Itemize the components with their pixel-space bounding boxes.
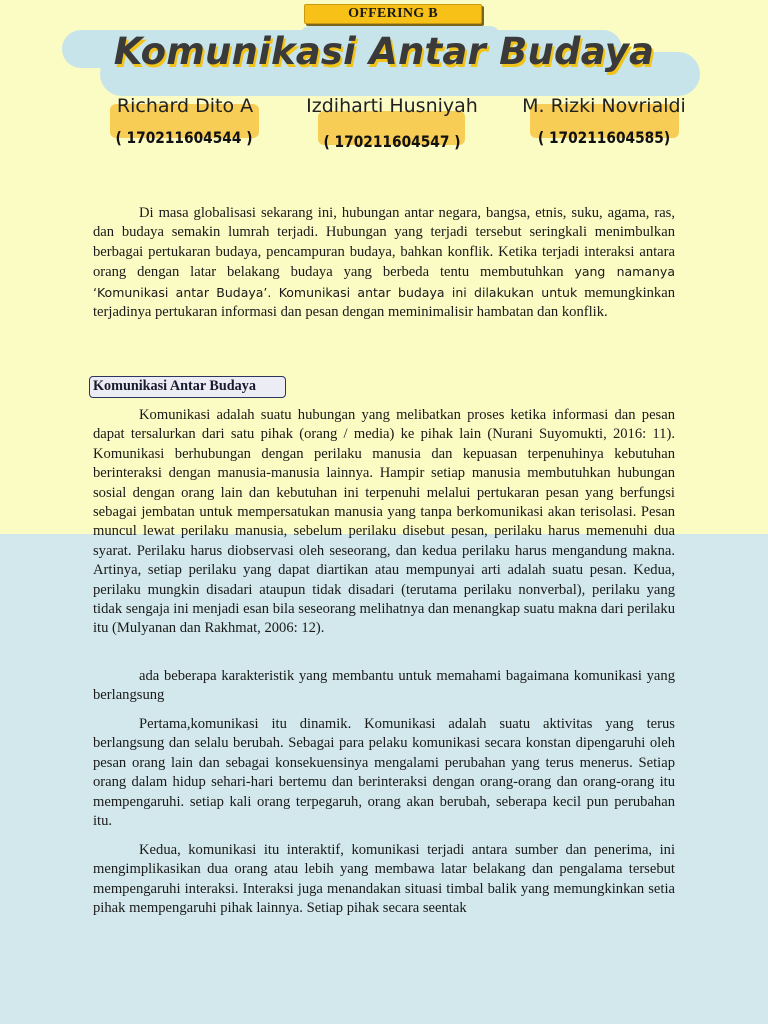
offering-badge: OFFERING B bbox=[304, 4, 482, 24]
body-paragraph: Pertama,komunikasi itu dinamik. Komunikasi adalah suatu aktivitas yang terus berlangsung dan selalu berubah. Sebagai para pelaku komunikasi secara konstan dipengaruhi oleh pesan orang lain dan sebagai konsekuensinya mengalami perubahan yang terus menerus. Setiap orang dalam hidup sehari-hari bertemu dan berinteraksi dengan orang-orang dan orang-orang itu mempengaruhi. setiap kali orang terpegaruh, orang akan berubah, seberapa kecil pun perubahan itu. bbox=[93, 716, 675, 830]
intro-text-sans: yang namanya ‘Komunikasi antar Budaya’. Komunikasi antar budaya ini dilakukan untuk bbox=[93, 264, 675, 300]
author-name: Richard Dito A bbox=[116, 95, 254, 117]
page-title: Komunikasi Antar Budaya bbox=[113, 30, 655, 73]
author-id: ( 170211604544 ) bbox=[115, 128, 253, 147]
intro-text: memungkinkan terjadinya pertukaran informasi dan pesan dengan meminimalisir hambatan dan konflik. bbox=[93, 284, 675, 321]
body-paragraph: Komunikasi adalah suatu hubungan yang melibatkan proses ketika informasi dan pesan dapat tersalurkan dari satu pihak (orang / media) ke pihak lain (Nurani Suyomukti, 2016: 11). Komunikasi berhubungan dengan perilaku manusia dan kepuasan terpenuhinya kebutuhan berinteraksi dengan manusia-manusia lainnya. Hampir setiap manusia membutuhkan hubungan sosial dengan orang lain dan kebutuhan ini terpenuhi melalui pertukaran pesan yang berfungsi sebagai jembatan untuk mempersatukan manusia yang tanpa berkomunikasi akan terisolasi. Pesan muncul lewat perilaku manusia, sebelum perilaku disebut pesan, perilaku harus memenuhi dua syarat. Perilaku harus diobservasi oleh seseorang, dan kedua perilaku harus mengandung makna. Artinya, setiap perilaku yang dapat diartikan atau mempunyai arti adalah suatu pesan. Kedua, perilaku mungkin disadari ataupun tidak disadari (terutama perilaku nonverbal), perilaku yang tidak sengaja ini menjadi esan bila seseorang melihatnya dan menangkap suatu makna dari perilaku itu (Mulyanan dan Rakhmat, 2006: 12). bbox=[93, 407, 675, 637]
author-id: ( 170211604547 ) bbox=[323, 132, 461, 151]
intro-paragraph bbox=[93, 204, 675, 322]
intro-text: Di masa globalisasi sekarang ini, hubungan antar negara, bangsa, etnis, suku, agama, ras, dan budaya semakin lumrah terjadi. Hubungan yang terjadi tersebut seringkali menimbulkan berbagai pertukaran budaya, pencampuran budaya, bahkan konflik. Ketika terjadi interaksi antara orang dengan latar belakang budaya yang berbeda tentu membutuhkan bbox=[93, 205, 675, 281]
body-paragraph: Kedua, komunikasi itu interaktif, komunikasi terjadi antara sumber dan penerima, ini mengimplikasikan dua orang atau lebih yang membawa latar belakang dan pengalama tersebut mempengaruhi interaksi. Interaksi juga menandakan situasi timbal balik yang memungkinkan setia pihak mempengaruhi pihak lainnya. Setiap pihak secara seentak bbox=[93, 842, 675, 917]
author-id: ( 170211604585) bbox=[537, 128, 671, 147]
author-name: M. Rizki Novrialdi bbox=[522, 95, 686, 117]
body-paragraph: ada beberapa karakteristik yang membantu untuk memahami bagaimana komunikasi yang berlangsung bbox=[93, 668, 675, 704]
section-heading: Komunikasi Antar Budaya bbox=[89, 376, 286, 398]
author-name: Izdiharti Husniyah bbox=[306, 95, 478, 117]
